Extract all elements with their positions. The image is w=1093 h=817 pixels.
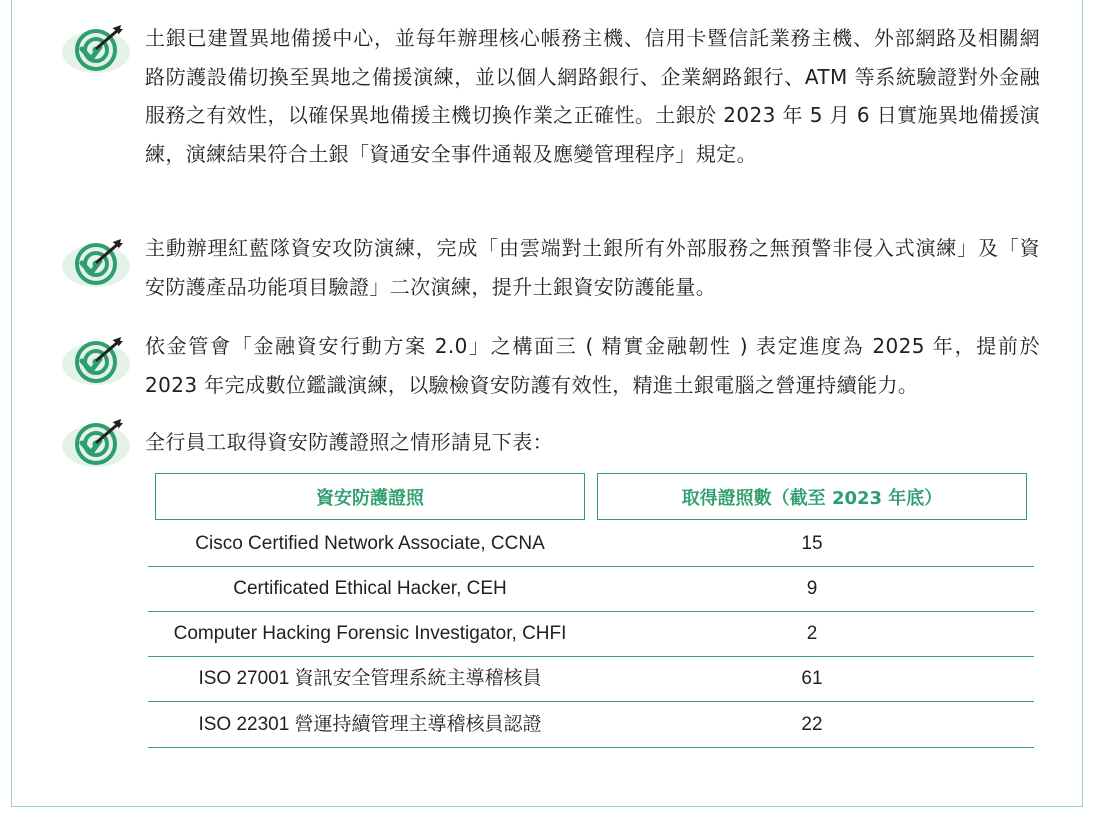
target-check-icon [61,239,131,289]
certificate-count: 9 [806,578,818,599]
bullet-text: 土銀已建置異地備援中心，並每年辦理核心帳務主機、信用卡暨信託業務主機、外部網路及相關網路防護設備切換至異地之備援演練，並以個人網路銀行、企業網路銀行、ATM 等系統驗證對外金融服務之有效性，以確保異地備援主機切換作業之正確性。土銀於 2023 年 5 月 6 日實施異地備援演練，演練結果符合土銀「資通安全事件通報及應變管理程序」規定。 [145,26,1040,166]
certificate-name: ISO 27001 資訊安全管理系統主導稽核員 [198,668,542,689]
table-row [148,657,1034,702]
target-check-icon [61,337,131,387]
target-check-icon [61,419,131,469]
certificate-name: ISO 22301 營運持續管理主導稽核員認證 [198,714,542,735]
bullet-text: 依金管會「金融資安行動方案 2.0」之構面三 ( 精實金融韌性 ) 表定進度為 2025 年，提前於 2023 年完成數位鑑識演練，以驗檢資安防護有效性，精進土銀電腦之營運持續能力。 [145,334,1040,397]
target-check-icon [61,25,131,75]
certificate-name: Computer Hacking Forensic Investigator, CHFI [173,623,567,644]
bullet-text: 全行員工取得資安防護證照之情形請見下表： [145,430,553,454]
certificate-name: Cisco Certified Network Associate, CCNA [195,533,545,554]
table-header-certificate: 資安防護證照 [155,473,585,520]
certificate-count: 61 [801,668,823,689]
certificate-count: 15 [801,533,823,554]
table-header-count: 取得證照數（截至 2023 年底） [597,473,1027,520]
table-row [148,567,1034,612]
certificate-count: 22 [801,714,823,735]
certificate-count: 2 [806,623,818,644]
table-row [148,522,1034,567]
certificate-name: Certificated Ethical Hacker, CEH [233,578,507,599]
table-row [148,612,1034,657]
bullet-text: 主動辦理紅藍隊資安攻防演練，完成「由雲端對土銀所有外部服務之無預警非侵入式演練」及「資安防護產品功能項目驗證」二次演練，提升土銀資安防護能量。 [145,236,1040,299]
table-row [148,703,1034,748]
